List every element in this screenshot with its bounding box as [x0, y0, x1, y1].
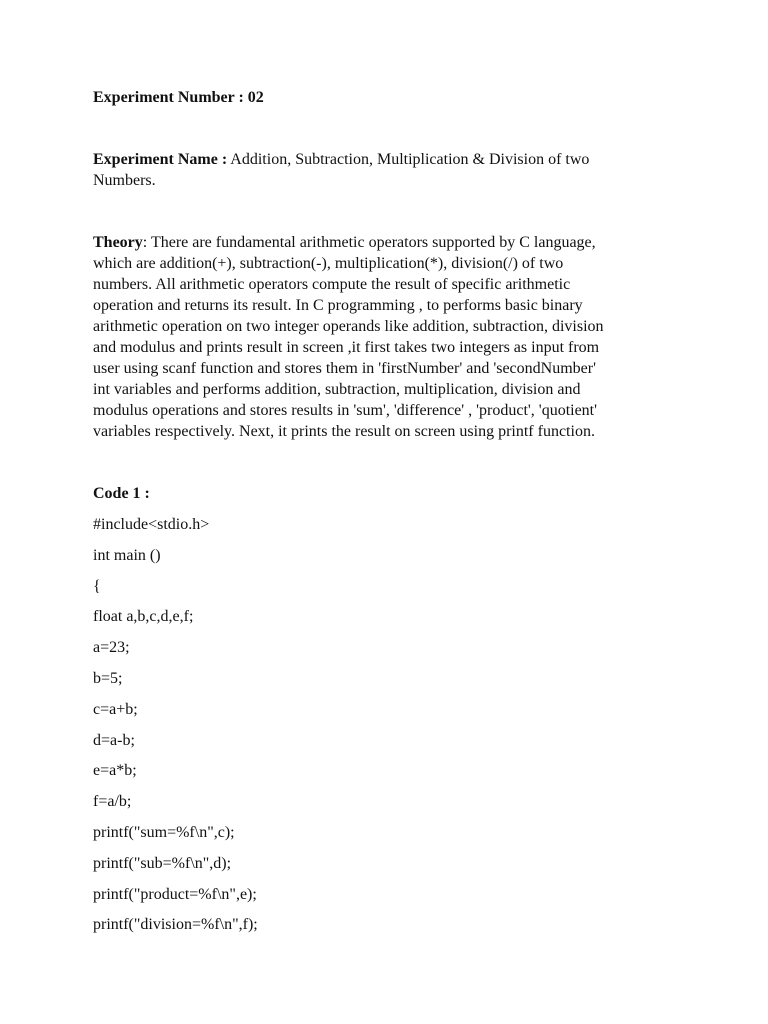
theory-line: arithmetic operation on two integer operands like addition, subtraction, division	[93, 318, 604, 335]
code-line: a=23;	[93, 639, 130, 656]
code-line: d=a-b;	[93, 732, 135, 749]
theory-line-1	[93, 232, 596, 253]
theory-line: and modulus and prints result in screen ,it first takes two integers as input from	[93, 339, 600, 356]
theory-line: modulus operations and stores results in 'sum', 'difference' , 'product', 'quotient'	[93, 402, 598, 419]
experiment-number: Experiment Number : 02	[93, 89, 264, 106]
code-line: printf("division=%f\n",f);	[93, 916, 258, 933]
experiment-name-line-1	[93, 149, 589, 170]
code-line: b=5;	[93, 670, 123, 687]
theory-line: variables respectively. Next, it prints the result on screen using printf function.	[93, 423, 595, 440]
code-line: #include<stdio.h>	[93, 516, 210, 533]
experiment-name-text: Addition, Subtraction, Multiplication & Division of two	[227, 151, 590, 168]
code-line: float a,b,c,d,e,f;	[93, 608, 194, 625]
theory-line: user using scanf function and stores them in 'firstNumber' and 'secondNumber'	[93, 360, 596, 377]
theory-label: Theory	[93, 234, 143, 251]
experiment-name-label: Experiment Name :	[93, 151, 228, 168]
code-line: e=a*b;	[93, 762, 137, 779]
theory-line: which are addition(+), subtraction(-), multiplication(*), division(/) of two	[93, 255, 564, 272]
code-line: int main ()	[93, 547, 161, 564]
code-heading: Code 1 :	[93, 485, 150, 502]
code-line: printf("product=%f\n",e);	[93, 886, 257, 903]
code-line: c=a+b;	[93, 701, 138, 718]
code-line: printf("sum=%f\n",c);	[93, 824, 235, 841]
theory-text: : There are fundamental arithmetic operators supported by C language,	[142, 234, 596, 251]
code-line: {	[93, 578, 101, 595]
theory-line: int variables and performs addition, subtraction, multiplication, division and	[93, 381, 581, 398]
code-line: f=a/b;	[93, 793, 132, 810]
experiment-name-line-2: Numbers.	[93, 172, 156, 189]
theory-line: operation and returns its result. In C programming , to performs basic binary	[93, 297, 583, 314]
theory-line: numbers. All arithmetic operators compute the result of specific arithmetic	[93, 276, 571, 293]
code-line: printf("sub=%f\n",d);	[93, 855, 232, 872]
